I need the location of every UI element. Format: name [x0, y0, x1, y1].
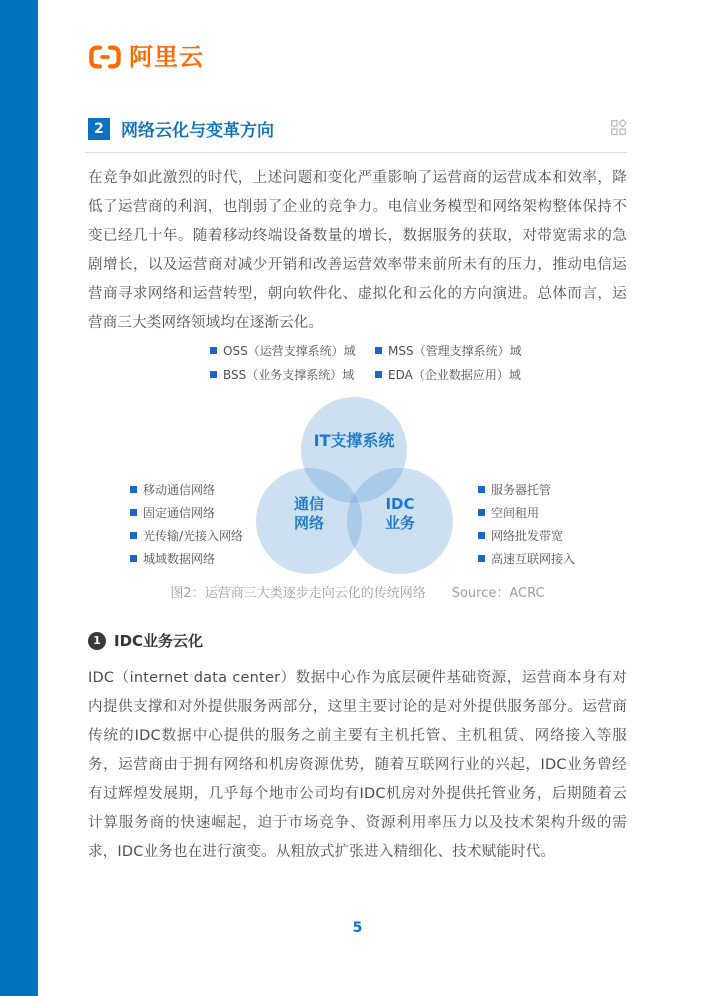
figure-caption-row: [88, 582, 627, 601]
section-header: [88, 116, 627, 141]
section-number-badge: 2: [88, 118, 110, 140]
page-number: 5: [352, 920, 363, 936]
square-bullet-icon: [478, 555, 485, 562]
legend-label: MSS（管理支撑系统）域: [388, 344, 522, 358]
bracket-logo-icon: [88, 44, 122, 70]
legend-item: [375, 342, 522, 359]
legend-item: [130, 481, 243, 498]
top-legend-column-2: [375, 342, 522, 383]
legend-label: EDA（企业数据应用）域: [388, 368, 521, 382]
legend-label: 高速互联网接入: [491, 552, 576, 566]
venn-label-top: IT支撑系统: [313, 431, 395, 450]
right-legend: [478, 481, 575, 567]
legend-item: [130, 504, 243, 521]
legend-item: [478, 550, 575, 567]
square-bullet-icon: [375, 347, 382, 354]
legend-item: [130, 527, 243, 544]
logo-text: 阿里云: [129, 43, 204, 71]
body-paragraph-2: IDC（internet data center）数据中心作为底层硬件基础资源，运营商本身有对内提供支撑和对外提供服务两部分，这里主要讨论的是对外提供服务部分。运营商传统的IDC数据中心提供的服务之前主要有主机托管、主机租赁、网络接入等服务，运营商由于拥有网络和机房资源优势，随着互联网行业的兴起，IDC业务曾经有过辉煌发展期，几乎每个地市公司均有IDC机房对外提供托管业务，后期随着云计算服务商的快速崛起，迫于市场竞争、资源利用率压力以及技术架构升级的需求，IDC业务也在进行演变。从粗放式扩张进入精细化、技术赋能时代。: [88, 670, 627, 860]
legend-item: [130, 550, 243, 567]
legend-label: OSS（运营支撑系统）域: [223, 344, 356, 358]
square-bullet-icon: [130, 486, 137, 493]
venn-diagram-figure: [88, 340, 627, 585]
legend-item: [478, 527, 575, 544]
header-divider: [85, 152, 627, 153]
square-bullet-icon: [375, 371, 382, 378]
square-bullet-icon: [130, 509, 137, 516]
left-accent-bar: [0, 0, 38, 996]
grid-squares-icon: [610, 119, 627, 140]
venn-label-left-line1: 通信: [293, 495, 324, 513]
legend-item: [478, 481, 575, 498]
square-bullet-icon: [478, 532, 485, 539]
square-bullet-icon: [478, 509, 485, 516]
alibaba-cloud-logo: [88, 44, 204, 70]
left-legend: [130, 481, 243, 567]
figure-source: Source：ACRC: [451, 586, 545, 601]
legend-label: 空间租用: [491, 506, 540, 520]
legend-label: 固定通信网络: [143, 506, 216, 520]
body-paragraph-1: 在竞争如此激烈的时代，上述问题和变化严重影响了运营商的运营成本和效率，降低了运营商的利润，也削弱了企业的竞争力。电信业务模型和网络架构整体保持不变已经几十年。随着移动终端设备数量的增长，数据服务的获取，对带宽需求的急剧增长，以及运营商对减少开销和改善运营效率带来前所未有的压力，推动电信运营商寻求网络和运营转型，朝向软件化、虚拟化和云化的方向演进。总体而言，运营商三大类网络领域均在逐渐云化。: [88, 170, 627, 331]
venn-label-left-line2: 网络: [293, 514, 324, 532]
square-bullet-icon: [130, 555, 137, 562]
subsection-title: IDC业务云化: [114, 632, 204, 650]
legend-item: [210, 342, 356, 359]
square-bullet-icon: [478, 486, 485, 493]
section-title: 网络云化与变革方向: [121, 121, 274, 141]
square-bullet-icon: [210, 347, 217, 354]
legend-label: 城域数据网络: [143, 552, 216, 566]
venn-label-right-line2: 业务: [384, 514, 415, 532]
top-legend-column-1: [210, 342, 356, 383]
subsection-heading: [88, 630, 203, 651]
legend-label: 光传输/光接入网络: [143, 529, 244, 543]
figure-caption: 图2：运营商三大类逐步走向云化的传统网络: [170, 586, 426, 601]
legend-label: BSS（业务支撑系统）域: [223, 368, 355, 382]
venn-label-right-line1: IDC: [385, 495, 415, 513]
venn-label-right: [347, 495, 453, 533]
legend-item: [478, 504, 575, 521]
legend-label: 网络批发带宽: [491, 529, 564, 543]
legend-item: [210, 366, 356, 383]
legend-label: 服务器托管: [491, 483, 552, 497]
square-bullet-icon: [210, 371, 217, 378]
legend-item: [375, 366, 522, 383]
subsection-number-badge: 1: [88, 632, 106, 650]
legend-label: 移动通信网络: [143, 483, 216, 497]
square-bullet-icon: [130, 532, 137, 539]
